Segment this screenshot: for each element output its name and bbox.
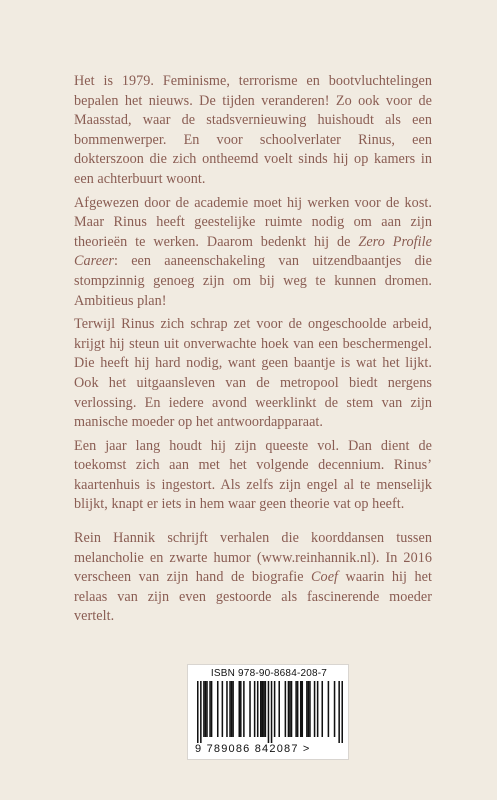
barcode-bar bbox=[232, 681, 234, 737]
barcode-bar bbox=[263, 681, 265, 737]
barcode-bar bbox=[291, 681, 293, 737]
barcode-bar bbox=[328, 681, 330, 737]
barcode-bar bbox=[200, 681, 202, 743]
barcode-digits: 9 789086 842087 > bbox=[195, 743, 311, 755]
barcode-bar bbox=[308, 681, 310, 737]
barcode-bar bbox=[262, 681, 264, 737]
barcode-bar bbox=[249, 681, 251, 737]
barcode-bar bbox=[271, 681, 273, 743]
barcode-bar bbox=[240, 681, 242, 737]
barcode-bar bbox=[209, 681, 211, 737]
barcode-bar bbox=[274, 681, 276, 737]
barcode-bar bbox=[306, 681, 308, 737]
synopsis-paragraph-3: Terwijl Rinus zich schrap zet voor de ongeschoolde arbeid, krijgt hij steun uit onverwachte hoek van een beschermengel. Die heeft hij hard nodig, want geen baantje is wat het lijkt. Ook het uitgaansleven van de metropool biedt nergens verlossing. En iedere avond weerklinkt de stem van zijn manische moeder op het antwoordapparaat. bbox=[74, 316, 432, 431]
author-bio bbox=[74, 529, 432, 627]
barcode-bar bbox=[206, 681, 208, 737]
barcode-bar bbox=[300, 681, 302, 737]
barcode-bar bbox=[321, 681, 323, 737]
barcode-bar bbox=[265, 681, 267, 737]
barcode-bar bbox=[289, 681, 291, 737]
synopsis-paragraph-4: Een jaar lang houdt hij zijn queeste vol. Dan dient de toekomst zich aan met het volgende decennium. Rinus’ kaartenhuis is ingestort. Als zelfs zijn engel al te menselijk blijkt, knapt er iets in hem waar geen theorie vat op heeft. bbox=[74, 437, 432, 513]
barcode-bar bbox=[317, 681, 319, 737]
barcode-bar bbox=[243, 681, 245, 737]
author-bio-end: waarin hij het relaas van zijn even gestoorde als fascinerende moeder vertelt. bbox=[74, 569, 432, 625]
barcode-bar bbox=[238, 681, 240, 737]
synopsis-paragraph-2 bbox=[74, 194, 432, 312]
barcode-bar bbox=[268, 681, 270, 743]
biography-title: Coef bbox=[311, 569, 339, 586]
barcode-bar bbox=[217, 681, 219, 737]
barcode-bar bbox=[341, 681, 343, 743]
author-bio-text bbox=[74, 529, 432, 627]
barcode-bar bbox=[314, 681, 316, 737]
barcode-bar bbox=[222, 681, 224, 737]
barcode-bar bbox=[338, 681, 340, 743]
barcode-bar bbox=[211, 681, 213, 737]
barcode-bar bbox=[297, 681, 299, 737]
barcode-bar bbox=[295, 681, 297, 737]
barcode-bar bbox=[197, 681, 199, 743]
barcode-bar bbox=[205, 681, 207, 737]
barcode-bar bbox=[231, 681, 233, 737]
barcode-bar bbox=[285, 681, 287, 737]
barcode-bar bbox=[309, 681, 311, 737]
author-bio-start: Rein Hannik schrijft verhalen die koorddansen tussen melancholie en zwarte humor (www.reinhannik.nl). In 2016 verscheen van zijn hand de biografie bbox=[74, 530, 432, 586]
synopsis-paragraph-2-start: Afgewezen door de academie moet hij werken voor de kost. Maar Rinus heeft geestelijke ruimte nodig om aan zijn theorieën te werken. Daarom bedenkt hij de bbox=[74, 194, 432, 250]
synopsis-paragraph-1: Het is 1979. Feminisme, terrorisme en bootvluchtelingen bepalen het nieuws. De tijden veranderen! Zo ook voor de Maasstad, waar de stadsvernieuwing huishoudt als een bommenwerper. En voor schoolverlater Rinus, een dokterszoon die zich ontheemd voelt sinds hij op kamers in een achterbuurt woont. bbox=[74, 73, 432, 187]
barcode-bar bbox=[302, 681, 304, 737]
synopsis-paragraph-2-end: : een aaneenschakeling van uitzendbaantjes die stompzinnig genoeg zijn om bij weg te kunnen dromen. Ambitieus plan! bbox=[74, 253, 432, 309]
barcode-bar bbox=[260, 681, 262, 737]
barcode-bar bbox=[229, 681, 231, 737]
barcode-bar bbox=[203, 681, 205, 737]
isbn-label: ISBN 978-90-8684-208-7 bbox=[210, 668, 328, 679]
barcode-bars bbox=[197, 681, 343, 743]
barcode-bar bbox=[334, 681, 336, 737]
zero-profile-career-title: Zero Profile Career bbox=[74, 233, 432, 270]
barcode-bar bbox=[226, 681, 228, 737]
isbn-barcode bbox=[187, 664, 349, 760]
barcode-bar bbox=[288, 681, 290, 737]
barcode-bar bbox=[278, 681, 280, 737]
synopsis bbox=[74, 72, 432, 515]
barcode-bar bbox=[254, 681, 256, 737]
barcode-bar bbox=[257, 681, 259, 737]
